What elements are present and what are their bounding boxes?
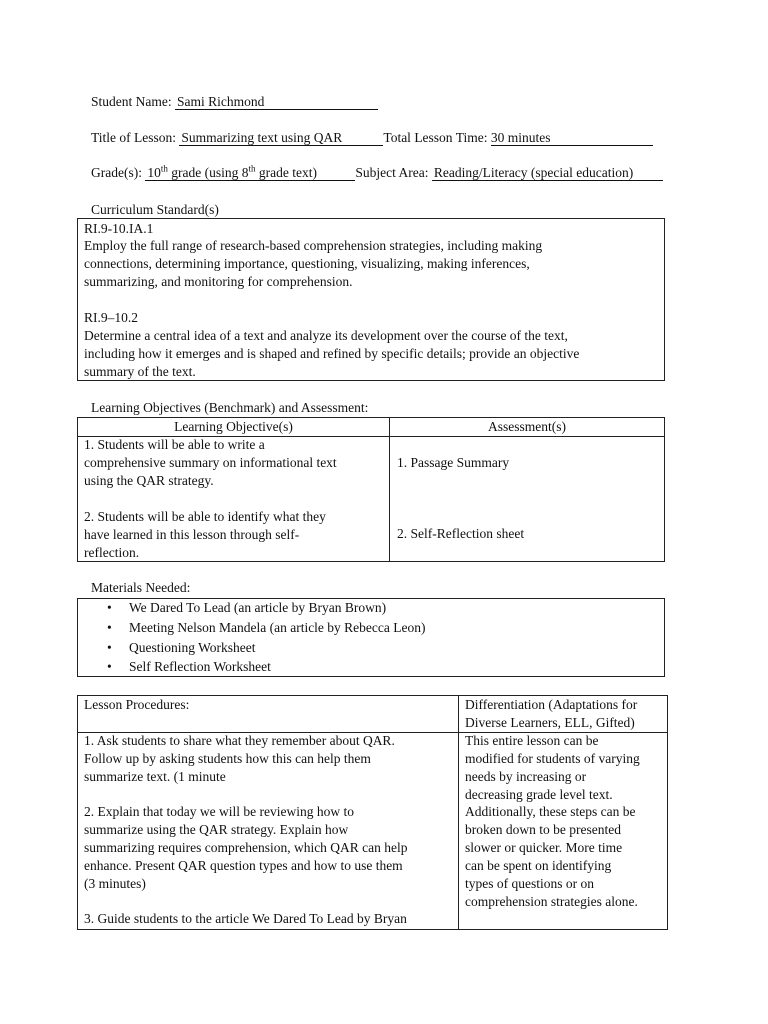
step-2-line-4: enhance. Present QAR question types and how to use them (84, 858, 403, 873)
step-3-line-1: 3. Guide students to the article We Dared To Lead by Bryan (84, 911, 407, 926)
bullet-icon: • (107, 659, 112, 674)
step-1-line-3: summarize text. (1 minute (84, 769, 226, 784)
diff-line: types of questions or on (465, 876, 594, 891)
objective-2-line-2: have learned in this lesson through self- (84, 527, 300, 542)
material-item-text: Questioning Worksheet (129, 640, 256, 655)
bullet-icon: • (107, 620, 112, 635)
differentiation-header-1: Differentiation (Adaptations for (465, 697, 638, 712)
objective-header: Learning Objective(s) (174, 419, 293, 434)
student-name-label: Student Name: (91, 94, 172, 109)
standards-label: Curriculum Standard(s) (91, 202, 219, 217)
lesson-title-row (91, 130, 653, 146)
bullet-icon: • (107, 640, 112, 655)
material-item (107, 657, 271, 677)
objectives-table (77, 417, 665, 562)
standard-2-text-2: including how it emerges and is shaped and refined by specific details; provide an objective (84, 346, 580, 361)
step-1-line-1: 1. Ask students to share what they remember about QAR. (84, 733, 395, 748)
lesson-title-label: Title of Lesson: (91, 130, 177, 145)
standard-1-code: RI.9-10.IA.1 (84, 221, 154, 236)
student-name-value: Sami Richmond (175, 94, 378, 110)
subject-label: Subject Area: (355, 165, 429, 180)
assessment-header: Assessment(s) (488, 419, 566, 434)
procedures-table (77, 695, 668, 930)
subject-value: Reading/Literacy (special education) (432, 165, 663, 181)
grade-mid: grade (using 8 (167, 165, 249, 180)
differentiation-header-2: Diverse Learners, ELL, Gifted) (465, 715, 635, 730)
diff-line: modified for students of varying (465, 751, 640, 766)
standard-1-text-3: summarizing, and monitoring for comprehension. (84, 274, 353, 289)
diff-line: This entire lesson can be (465, 733, 599, 748)
diff-line: needs by increasing or (465, 769, 587, 784)
step-2-line-1: 2. Explain that today we will be reviewing how to (84, 804, 354, 819)
standard-1-text-1: Employ the full range of research-based comprehension strategies, including making (84, 238, 543, 253)
standard-1-text-2: connections, determining importance, questioning, visualizing, making inferences, (84, 256, 530, 271)
step-2-line-2: summarize using the QAR strategy. Explain how (84, 822, 349, 837)
grade-value (145, 165, 355, 181)
diff-line: decreasing grade level text. (465, 787, 613, 802)
procedures-column-divider (458, 696, 459, 929)
diff-line: comprehension strategies alone. (465, 894, 638, 909)
material-item (107, 638, 256, 658)
diff-line: can be spent on identifying (465, 858, 612, 873)
step-2-line-5: (3 minutes) (84, 876, 146, 891)
lesson-title-value: Summarizing text using QAR (179, 130, 383, 146)
objective-2-line-3: reflection. (84, 545, 140, 560)
grade-sup-2: th (248, 163, 256, 174)
grade-end: grade text) (255, 165, 317, 180)
assessment-1: 1. Passage Summary (397, 455, 510, 470)
diff-line: Additionally, these steps can be (465, 804, 636, 819)
objective-2-line-1: 2. Students will be able to identify what they (84, 509, 326, 524)
standard-2-text-3: summary of the text. (84, 364, 196, 379)
standards-box (77, 218, 665, 381)
grade-number: 10 (147, 165, 161, 180)
step-1-line-2: Follow up by asking students how this can help them (84, 751, 371, 766)
diff-line: slower or quicker. More time (465, 840, 623, 855)
material-item-text: Meeting Nelson Mandela (an article by Rebecca Leon) (129, 620, 426, 635)
objectives-column-divider (389, 418, 390, 561)
material-item-text: We Dared To Lead (an article by Bryan Brown) (129, 600, 387, 615)
standard-2-code: RI.9–10.2 (84, 310, 138, 325)
objective-1-line-1: 1. Students will be able to write a (84, 437, 265, 452)
objectives-label: Learning Objectives (Benchmark) and Assessment: (91, 400, 369, 415)
grade-row (91, 165, 663, 181)
procedures-header: Lesson Procedures: (84, 697, 190, 712)
objective-1-line-3: using the QAR strategy. (84, 473, 214, 488)
step-2-line-3: summarizing requires comprehension, which QAR can help (84, 840, 408, 855)
grade-label: Grade(s): (91, 165, 142, 180)
assessment-2: 2. Self-Reflection sheet (397, 526, 525, 541)
bullet-icon: • (107, 600, 112, 615)
grade-sup: th (160, 163, 168, 174)
material-item (107, 598, 387, 618)
material-item-text: Self Reflection Worksheet (129, 659, 271, 674)
materials-box (77, 598, 665, 677)
material-item (107, 618, 426, 638)
materials-label: Materials Needed: (91, 580, 191, 595)
standard-2-text-1: Determine a central idea of a text and analyze its development over the course of the text, (84, 328, 568, 343)
student-name-row (91, 94, 378, 110)
total-time-value: 30 minutes (491, 130, 653, 146)
total-time-label: Total Lesson Time: (383, 130, 488, 145)
diff-line: broken down to be presented (465, 822, 621, 837)
objective-1-line-2: comprehensive summary on informational text (84, 455, 337, 470)
